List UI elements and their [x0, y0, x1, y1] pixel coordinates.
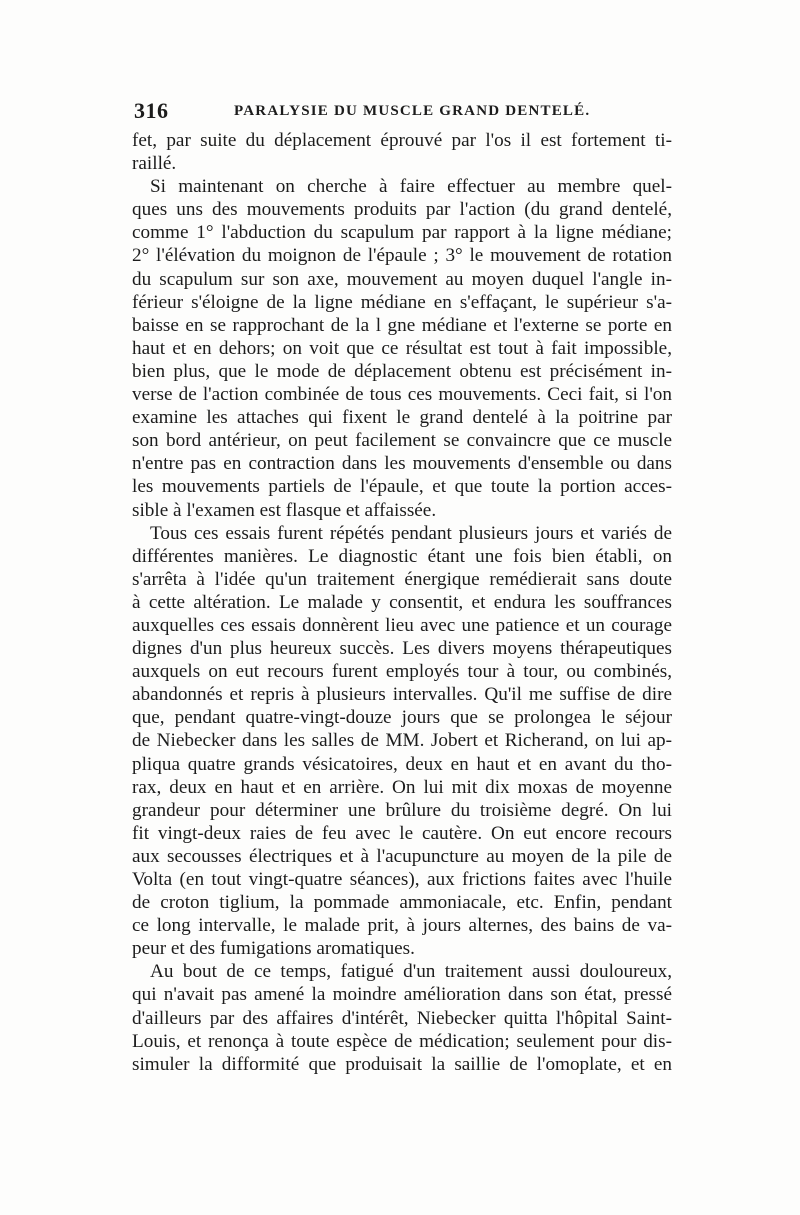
text-line: ques uns des mouvements produits par l'action (du grand dentelé, — [132, 199, 672, 221]
text-line: abandonnés et repris à plusieurs intervalles. Qu'il me suffise de dire — [132, 684, 672, 706]
page-number: 316 — [134, 98, 169, 123]
text-line: les mouvements partiels de l'épaule, et que toute la portion acces- — [132, 476, 672, 498]
text-line: Tous ces essais furent répétés pendant plusieurs jours et variés de — [150, 522, 672, 544]
text-line: fet, par suite du déplacement éprouvé par l'os il est fortement ti- — [132, 130, 672, 151]
text-line: de croton tiglium, la pommade ammoniacale, etc. Enfin, pendant — [132, 892, 672, 914]
text-line: simuler la difformité que produisait la saillie de l'omoplate, et en — [132, 1053, 672, 1075]
text-line: du scapulum sur son axe, mouvement au moyen duquel l'angle in- — [132, 268, 672, 290]
text-line: qui n'avait pas amené la moindre amélioration dans son état, pressé — [132, 984, 672, 1006]
text-line: Louis, et renonça à toute espèce de médication; seulement pour dis- — [132, 1030, 672, 1052]
text-line: s'arrêta à l'idée qu'un traitement énergique remédierait sans doute — [132, 568, 672, 590]
text-line: dignes d'un plus heureux succès. Les divers moyens thérapeutiques — [132, 638, 672, 660]
text-line: son bord antérieur, on peut facilement se convaincre que ce muscle — [132, 430, 672, 452]
text-line: comme 1° l'abduction du scapulum par rapport à la ligne médiane; — [132, 222, 672, 244]
text-line: examine les attaches qui fixent le grand dentelé à la poitrine par — [132, 407, 672, 429]
text-line: à cette altération. Le malade y consentit, et endura les souffrances — [132, 591, 672, 613]
text-line: que, pendant quatre-vingt-douze jours que se prolongea le séjour — [132, 707, 672, 729]
text-line: différentes manières. Le diagnostic étant une fois bien établi, on — [132, 545, 672, 567]
text-line: ce long intervalle, le malade prit, à jours alternes, des bains de va- — [132, 915, 672, 937]
text-line: haut et en dehors; on voit que ce résultat est tout à fait impossible, — [132, 337, 672, 359]
text-line: pliqua quatre grands vésicatoires, deux en haut et en avant du tho- — [132, 753, 672, 775]
text-line: Au bout de ce temps, fatigué d'un traitement aussi douloureux, — [150, 961, 672, 983]
text-line: fit vingt-deux raies de feu avec le cautère. On eut encore recours — [132, 822, 672, 844]
running-title: PARALYSIE DU MUSCLE GRAND DENTELÉ. — [234, 103, 591, 119]
text-line: auxquels on eut recours furent employés tour à tour, ou combinés, — [132, 661, 672, 683]
text-line: Volta (en tout vingt-quatre séances), aux frictions faites avec l'huile — [132, 869, 672, 890]
text-line: bien plus, que le mode de déplacement obtenu est précisément in- — [132, 360, 672, 382]
text-line: férieur s'éloigne de la ligne médiane en s'effaçant, le supérieur s'a- — [132, 291, 672, 313]
text-line: peur et des fumigations aromatiques. — [132, 938, 415, 960]
text-line: 2° l'élévation du moignon de l'épaule ; 3° le mouvement de rotation — [132, 245, 672, 267]
text-line: de Niebecker dans les salles de MM. Jobert et Richerand, on lui ap- — [132, 730, 672, 752]
text-line: sible à l'examen est flasque et affaissée. — [132, 499, 437, 521]
page-header — [134, 98, 670, 124]
text-line: grandeur pour déterminer une brûlure du troisième degré. On lui — [132, 799, 672, 821]
text-line: d'ailleurs par des affaires d'intérêt, Niebecker quitta l'hôpital Saint- — [132, 1007, 672, 1029]
text-line: aux secousses électriques et à l'acupuncture au moyen de la pile de — [132, 845, 672, 867]
text-line: Si maintenant on cherche à faire effectuer au membre quel- — [150, 176, 672, 198]
text-line: raillé. — [132, 153, 177, 175]
text-line: auxquelles ces essais donnèrent lieu avec une patience et un courage — [132, 614, 672, 636]
text-line: baisse en se rapprochant de la l gne médiane et l'externe se porte en — [132, 314, 672, 336]
text-line: verse de l'action combinée de tous ces mouvements. Ceci fait, si l'on — [132, 384, 672, 406]
text-line: rax, deux en haut et en arrière. On lui mit dix moxas de moyenne — [132, 776, 672, 798]
text-line: n'entre pas en contraction dans les mouvements d'ensemble ou dans — [132, 453, 672, 475]
body-text — [132, 129, 672, 1076]
